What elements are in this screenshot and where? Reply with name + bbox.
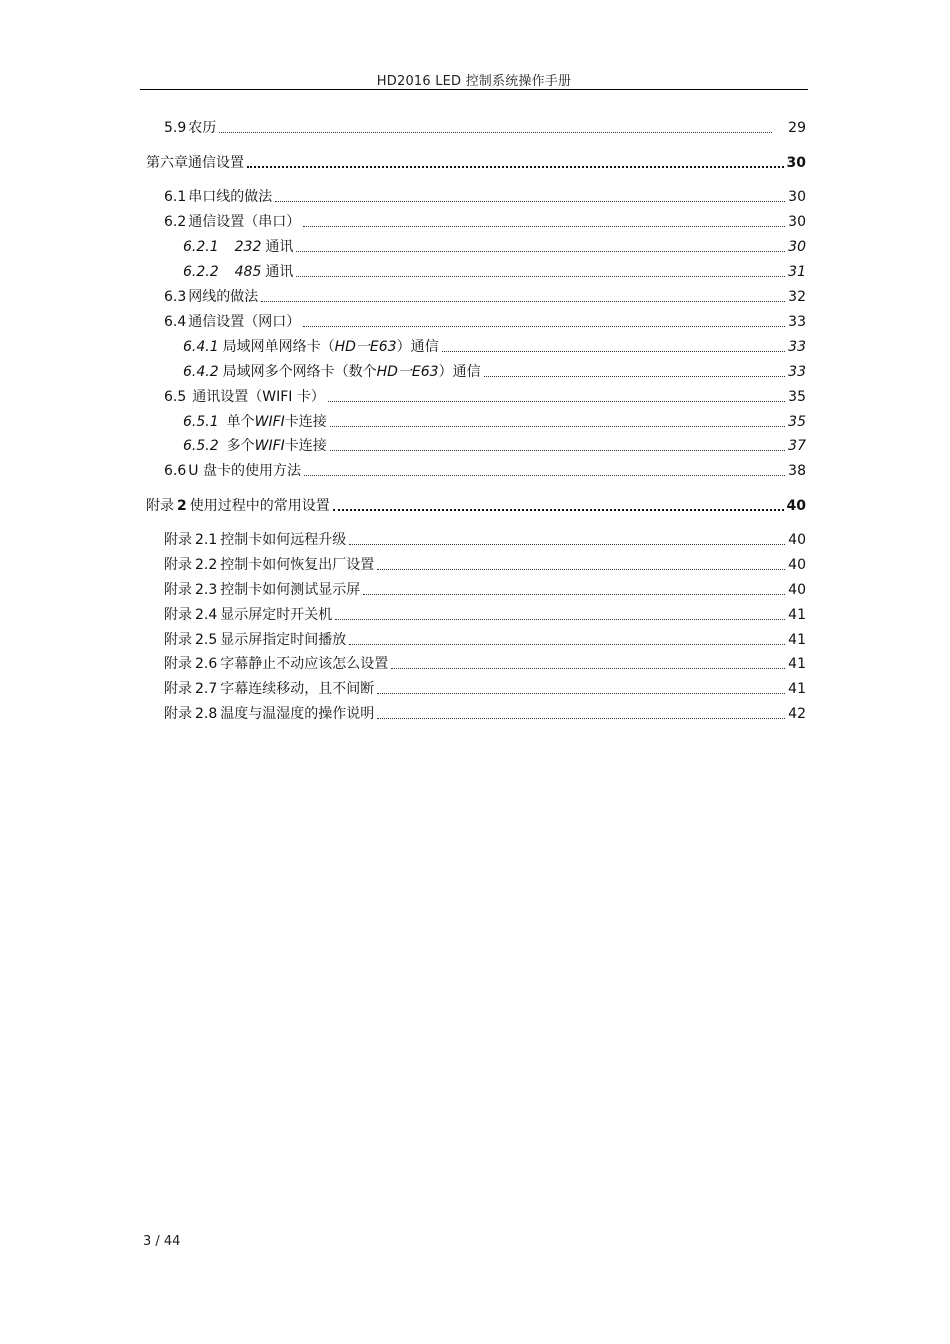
toc-leader [391, 668, 785, 669]
toc-page: 33 [788, 364, 806, 380]
toc-entry-6-4-1[interactable] [183, 338, 806, 356]
toc-title-part: 多个 [226, 438, 255, 454]
toc-entry-5-9[interactable] [164, 119, 806, 137]
toc-leader [377, 569, 785, 570]
toc-leader [296, 251, 785, 252]
toc-number: 6.4 [164, 314, 187, 330]
toc-prefix: 附录 [164, 557, 192, 573]
toc-entry-6-3[interactable] [164, 288, 806, 306]
toc-number: 2.8 [195, 706, 218, 722]
toc-title: 通信设置（网口） [188, 314, 301, 330]
toc-title-part: 卡连接 [284, 438, 327, 454]
toc-title: 通信设置（串口） [188, 214, 301, 230]
toc-title-part: HD一E63 [376, 364, 439, 380]
toc-title: 第六章通信设置 [146, 155, 244, 171]
toc-title: 显示屏定时开关机 [220, 607, 333, 623]
toc-number: 6.2 [164, 214, 187, 230]
toc-entry-6-5-2[interactable] [183, 437, 806, 455]
toc-number: 6.5 [164, 389, 187, 405]
toc-entry-appendix-2-8[interactable] [164, 705, 806, 723]
toc-page: 41 [788, 656, 806, 672]
toc-leader [328, 401, 785, 402]
toc-title-part: 单个 [226, 414, 255, 430]
toc-leader [275, 201, 785, 202]
toc-title: 串口线的做法 [188, 189, 273, 205]
toc-page: 37 [788, 438, 806, 454]
toc-page: 40 [786, 498, 806, 514]
toc-title: 字幕连续移动，且不间断 [220, 681, 375, 697]
toc-title: 通讯设置（WIFI 卡） [192, 389, 325, 405]
toc-prefix: 附录 [164, 656, 192, 672]
toc-title-part: 485 [234, 264, 262, 280]
toc-leader [349, 544, 785, 545]
toc-page: 33 [788, 339, 806, 355]
page-header: HD2016 LED 控制系统操作手册 [376, 74, 572, 89]
toc-number: 5.9 [164, 120, 187, 136]
toc-leader [330, 450, 785, 451]
toc-title: 使用过程中的常用设置 [189, 498, 330, 514]
toc-title: 控制卡如何恢复出厂设置 [220, 557, 375, 573]
toc-number: 2.5 [195, 632, 218, 648]
toc-page: 35 [788, 414, 806, 430]
toc-page: 40 [788, 557, 806, 573]
toc-prefix: 附录 [164, 582, 192, 598]
toc-title: 字幕静止不动应该怎么设置 [220, 656, 389, 672]
toc-title: 温度与温湿度的操作说明 [220, 706, 375, 722]
toc-number: 2.3 [195, 582, 218, 598]
toc-page: 35 [788, 389, 806, 405]
toc-leader [303, 226, 785, 227]
toc-entry-6-1[interactable] [164, 188, 806, 206]
toc-page: 33 [788, 314, 806, 330]
toc-page: 40 [788, 532, 806, 548]
toc-entry-appendix-2-4[interactable] [164, 606, 806, 624]
toc-number: 6.5.1 [183, 414, 219, 430]
toc-entry-appendix-2[interactable] [146, 497, 806, 515]
toc-title-part: WIFI [254, 414, 285, 430]
toc-number: 6.4.2 [183, 364, 219, 380]
toc-page: 41 [788, 632, 806, 648]
toc-number: 2.6 [195, 656, 218, 672]
toc-prefix: 附录 [164, 681, 192, 697]
toc-entry-6-4[interactable] [164, 313, 806, 331]
toc-number: 6.2.1 [183, 239, 219, 255]
toc-title-part: 局域网多个网络卡（数个 [222, 364, 377, 380]
toc-title-part: 通讯 [265, 239, 294, 255]
toc-page: 40 [788, 582, 806, 598]
toc-entry-appendix-2-1[interactable] [164, 531, 806, 549]
toc-page: 38 [788, 463, 806, 479]
toc-page: 30 [788, 239, 806, 255]
toc-title-part: 卡连接 [284, 414, 327, 430]
toc-leader [333, 509, 784, 511]
toc-number: 2.1 [195, 532, 218, 548]
toc-number: 2.2 [195, 557, 218, 573]
page-number-footer: 3 / 44 [143, 1234, 181, 1249]
toc-page: 41 [788, 607, 806, 623]
toc-prefix: 附录 [164, 607, 192, 623]
toc-page: 32 [788, 289, 806, 305]
toc-title-part: ）通信 [438, 364, 481, 380]
toc-entry-6-2[interactable] [164, 213, 806, 231]
toc-number: 6.3 [164, 289, 187, 305]
toc-number: 2.7 [195, 681, 218, 697]
toc-title: 网线的做法 [188, 289, 259, 305]
toc-prefix: 附录 [164, 706, 192, 722]
toc-entry-6-6[interactable] [164, 462, 806, 480]
toc-number: 6.5.2 [183, 438, 219, 454]
toc-entry-6-5[interactable] [164, 388, 806, 406]
toc-entry-appendix-2-3[interactable] [164, 581, 806, 599]
toc-number: 6.1 [164, 189, 187, 205]
toc-leader [335, 619, 785, 620]
toc-page: 30 [788, 214, 806, 230]
toc-leader [296, 276, 785, 277]
toc-title-part: 通讯 [265, 264, 294, 280]
toc-entry-appendix-2-2[interactable] [164, 556, 806, 574]
toc-number: 6.2.2 [183, 264, 219, 280]
toc-title-part: ）通信 [396, 339, 439, 355]
toc-entry-6-5-1[interactable] [183, 413, 806, 431]
toc-page: 31 [788, 264, 806, 280]
toc-title-part: 局域网单网络卡（ [222, 339, 335, 355]
toc-title: 农历 [188, 120, 217, 136]
toc-page: 30 [788, 189, 806, 205]
toc-leader [303, 326, 785, 327]
toc-page: 30 [786, 155, 806, 171]
toc-entry-6-2-2[interactable] [183, 263, 806, 281]
toc-entry-chapter-6[interactable] [146, 154, 806, 172]
toc-leader [349, 644, 785, 645]
toc-number: 6.6 [164, 463, 187, 479]
toc-entry-appendix-2-5[interactable] [164, 631, 806, 649]
toc-prefix: 附录 [164, 632, 192, 648]
toc-title: 显示屏指定时间播放 [220, 632, 347, 648]
toc-entry-appendix-2-7[interactable] [164, 680, 806, 698]
toc-number: 2 [177, 498, 187, 514]
toc-title-part: HD一E63 [334, 339, 397, 355]
toc-number: 6.4.1 [183, 339, 219, 355]
toc-page: 41 [788, 681, 806, 697]
toc-entry-6-4-2[interactable] [183, 363, 806, 381]
toc-leader [330, 426, 785, 427]
toc-leader [363, 594, 785, 595]
toc-prefix: 附录 [164, 532, 192, 548]
toc-title-part: 232 [234, 239, 262, 255]
toc-leader [484, 376, 786, 377]
toc-entry-6-2-1[interactable] [183, 238, 806, 256]
toc-title: 控制卡如何测试显示屏 [220, 582, 361, 598]
toc-entry-appendix-2-6[interactable] [164, 655, 806, 673]
toc-number: 2.4 [195, 607, 218, 623]
toc-leader [377, 693, 785, 694]
toc-leader [377, 718, 785, 719]
toc-leader [442, 351, 786, 352]
toc-leader [261, 301, 785, 302]
toc-title: U 盘卡的使用方法 [188, 463, 301, 479]
toc-leader [247, 166, 784, 168]
toc-leader [219, 132, 772, 133]
toc-title: 控制卡如何远程升级 [220, 532, 347, 548]
toc-page: 29 [788, 120, 806, 136]
toc-leader [304, 475, 785, 476]
toc-page: 42 [788, 706, 806, 722]
toc-prefix: 附录 [146, 498, 174, 514]
toc-title-part: WIFI [254, 438, 285, 454]
